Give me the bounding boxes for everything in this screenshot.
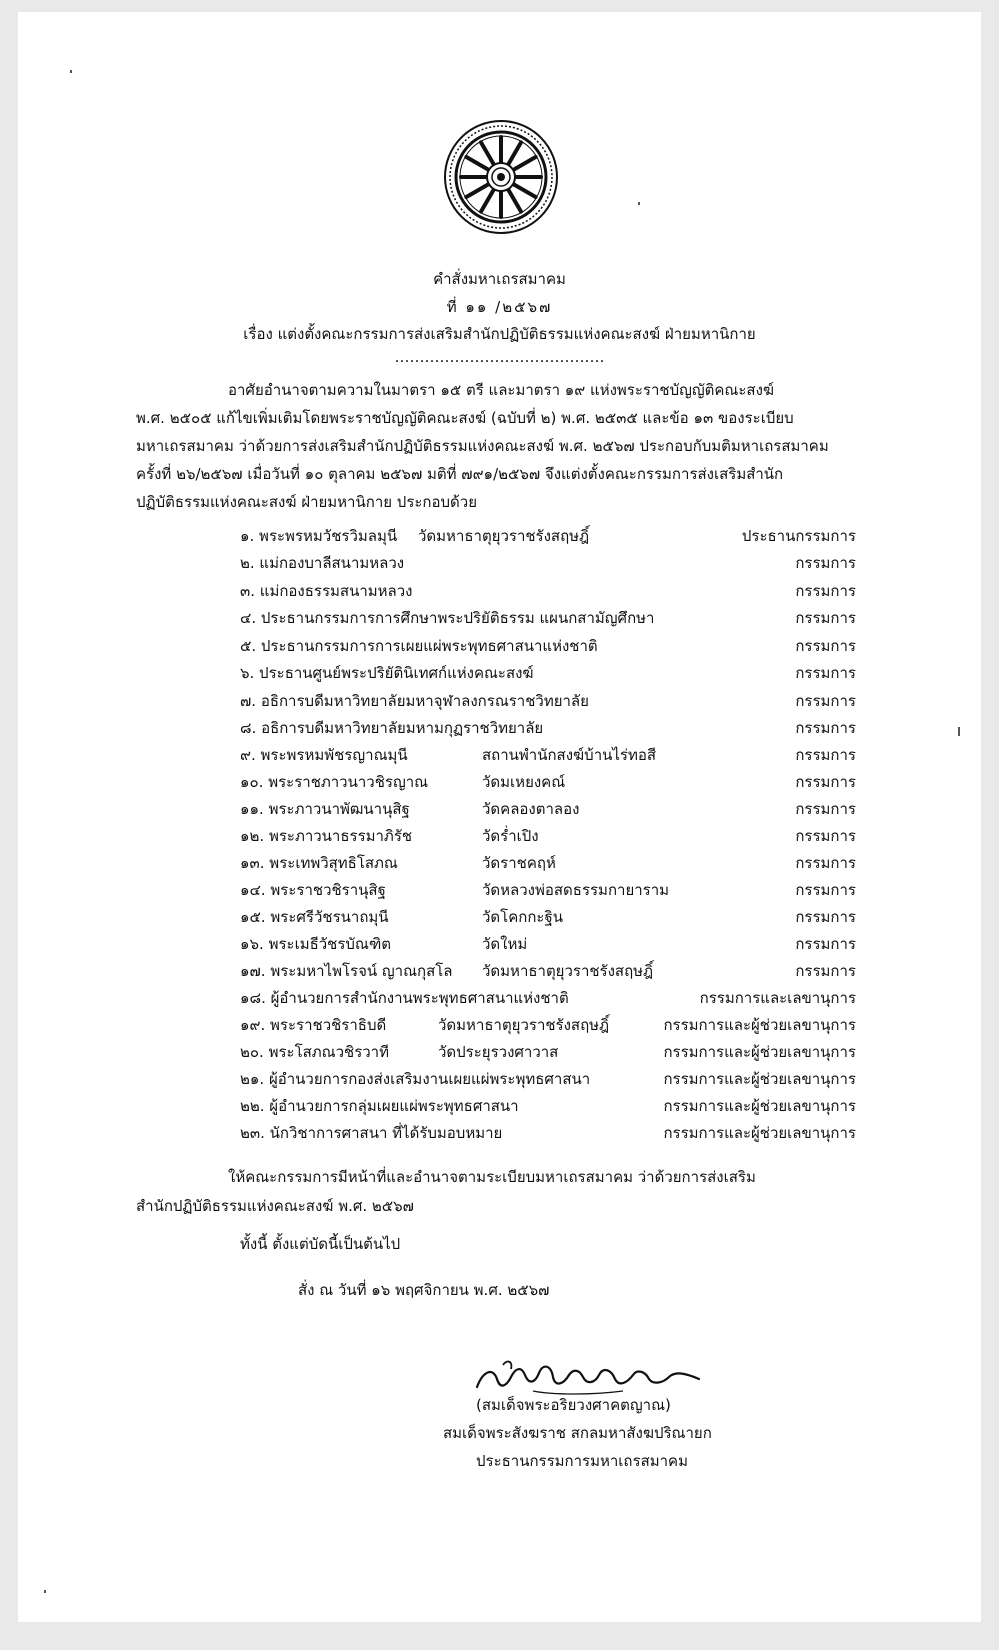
member-row: [18, 716, 981, 742]
closing-line-3: ทั้งนี้ ตั้งแต่บัดนี้เป็นต้นไป: [240, 1235, 401, 1253]
scan-speck: [958, 727, 960, 736]
member-role: กรรมการและผู้ช่วยเลขานุการ: [663, 1016, 856, 1034]
member-role: กรรมการ: [795, 935, 856, 953]
wheel-spoke: [509, 142, 522, 164]
member-role: กรรมการ: [795, 637, 856, 655]
wheel-spoke: [481, 190, 494, 212]
member-name: ๖. ประธานศูนย์พระปริยัตินิเทศก์แห่งคณะสงฆ์: [240, 664, 534, 682]
member-row: [18, 606, 981, 632]
member-name: ๓. แม่กองธรรมสนามหลวง: [240, 582, 413, 600]
member-row: [18, 743, 981, 769]
order-title: คำสั่งมหาเถรสมาคม: [433, 270, 566, 288]
member-name: ๘. อธิการบดีมหาวิทยาลัยมหามกุฏราชวิทยาลัย: [240, 719, 544, 737]
member-row: [18, 986, 981, 1012]
member-role: กรรมการ: [795, 800, 856, 818]
member-temple: วัดหลวงพ่อสดธรรมกายาราม: [482, 881, 670, 899]
signatory-name: (สมเด็จพระอริยวงศาคตญาณ): [476, 1396, 671, 1414]
member-row: [18, 932, 981, 958]
wheel-spoke: [481, 142, 494, 164]
order-subject: เรื่อง แต่งตั้งคณะกรรมการส่งเสริมสำนักปฏิบัติธรรมแห่งคณะสงฆ์ ฝ่ายมหานิกาย: [243, 325, 756, 343]
signatory-title: สมเด็จพระสังฆราช สกลมหาสังฆปริณายก: [443, 1424, 712, 1442]
member-name: ๑๒. พระภาวนาธรรมาภิรัช: [240, 827, 413, 845]
dharma-wheel-emblem: [443, 119, 559, 235]
member-temple: สถานพำนักสงฆ์บ้านไร่ทอสี: [482, 746, 657, 764]
wheel-spoke: [466, 185, 488, 198]
member-name: ๑๙. พระราชวชิราธิบดี: [240, 1016, 387, 1034]
member-role: กรรมการ: [795, 962, 856, 980]
member-role: กรรมการ: [795, 719, 856, 737]
member-role: กรรมการ: [795, 582, 856, 600]
document-page: [18, 12, 981, 1622]
wheel-spoke: [514, 185, 536, 198]
member-row: [18, 1094, 981, 1120]
member-role: กรรมการ: [795, 881, 856, 899]
member-role: กรรมการและผู้ช่วยเลขานุการ: [663, 1124, 856, 1142]
member-temple: วัดมหาธาตุยุวราชรังสฤษฎิ์: [438, 1016, 610, 1034]
member-role: กรรมการและผู้ช่วยเลขานุการ: [663, 1097, 856, 1115]
member-role: กรรมการและผู้ช่วยเลขานุการ: [663, 1043, 856, 1061]
member-temple: วัดโคกกะฐิน: [482, 908, 564, 926]
member-row: [18, 1067, 981, 1093]
member-role: กรรมการ: [795, 773, 856, 791]
member-name: ๑๑. พระภาวนาพัฒนานุสิฐ: [240, 800, 410, 818]
member-row: [18, 959, 981, 985]
member-role: กรรมการ: [795, 827, 856, 845]
member-name: ๗. อธิการบดีมหาวิทยาลัยมหาจุฬาลงกรณราชวิทยาลัย: [240, 692, 589, 710]
member-name: ๑๓. พระเทพวิสุทธิโสภณ: [240, 854, 398, 872]
member-row: [18, 905, 981, 931]
member-name: ๑๗. พระมหาไพโรจน์ ญาณกุสโล: [240, 962, 453, 980]
closing-line-1: ให้คณะกรรมการมีหน้าที่และอำนาจตามระเบียบมหาเถรสมาคม ว่าด้วยการส่งเสริม: [228, 1168, 756, 1186]
member-role: กรรมการ: [795, 692, 856, 710]
member-row: [18, 824, 981, 850]
wheel-spoke: [466, 157, 488, 170]
member-row: [18, 878, 981, 904]
preamble-line-2: พ.ศ. ๒๕๐๕ แก้ไขเพิ่มเติมโดยพระราชบัญญัติคณะสงฆ์ (ฉบับที่ ๒) พ.ศ. ๒๕๓๕ และข้อ ๑๓ ของระเบียบ: [136, 409, 794, 427]
member-role: ประธานกรรมการ: [741, 527, 856, 545]
member-temple: วัดมหาธาตุยุวราชรังสฤษฎิ์: [482, 962, 654, 980]
member-name: ๑๘. ผู้อำนวยการสำนักงานพระพุทธศาสนาแห่งชาติ: [240, 989, 569, 1007]
scan-speck: [638, 202, 640, 205]
preamble-line-1: อาศัยอำนาจตามความในมาตรา ๑๕ ตรี และมาตรา ๑๙ แห่งพระราชบัญญัติคณะสงฆ์: [228, 381, 775, 399]
member-name: ๑๐. พระราชภาวนาวชิรญาณ: [240, 773, 429, 791]
member-role: กรรมการ: [795, 854, 856, 872]
member-row: [18, 524, 981, 550]
member-row: [18, 851, 981, 877]
wheel-spoke: [514, 157, 536, 170]
order-number: ที่ ๑๑ /๒๕๖๗: [446, 298, 553, 316]
scan-speck: [70, 70, 72, 73]
member-name: ๒๓. นักวิชาการศาสนา ที่ได้รับมอบหมาย: [240, 1124, 503, 1142]
dotted-separator: ……………………………………: [394, 348, 605, 366]
member-name: ๑. พระพรหมวัชรวิมลมุนี: [240, 527, 398, 545]
member-row: [18, 1040, 981, 1066]
member-temple: วัดมหาธาตุยุวราชรังสฤษฎิ์: [418, 527, 590, 545]
member-role: กรรมการ: [795, 609, 856, 627]
member-row: [18, 770, 981, 796]
member-role: กรรมการ: [795, 908, 856, 926]
member-name: ๔. ประธานกรรมการการศึกษาพระปริยัติธรรม แผนกสามัญศึกษา: [240, 609, 655, 627]
member-row: [18, 1121, 981, 1147]
member-name: ๕. ประธานกรรมการการเผยแผ่พระพุทธศาสนาแห่งชาติ: [240, 637, 598, 655]
member-temple: วัดคลองตาลอง: [482, 800, 580, 818]
member-temple: วัดราชคฤห์: [482, 854, 556, 872]
preamble-line-5: ปฏิบัติธรรมแห่งคณะสงฆ์ ฝ่ายมหานิกาย ประกอบด้วย: [136, 493, 477, 511]
signatory-role: ประธานกรรมการมหาเถรสมาคม: [476, 1452, 688, 1470]
wheel-spoke: [509, 190, 522, 212]
member-name: ๒๐. พระโสภณวชิรวาที: [240, 1043, 389, 1061]
member-role: กรรมการและเลขานุการ: [699, 989, 856, 1007]
member-name: ๙. พระพรหมพัชรญาณมุนี: [240, 746, 408, 764]
member-name: ๑๔. พระราชวชิรานุสิฐ: [240, 881, 386, 899]
member-temple: วัดใหม่: [482, 935, 528, 953]
member-name: ๑๕. พระศรีวัชรนาถมุนี: [240, 908, 389, 926]
member-row: [18, 551, 981, 577]
member-name: ๒๒. ผู้อำนวยการกลุ่มเผยแผ่พระพุทธศาสนา: [240, 1097, 519, 1115]
member-temple: วัดประยุรวงศาวาส: [438, 1043, 559, 1061]
member-row: [18, 661, 981, 687]
order-date: สั่ง ณ วันที่ ๑๖ พฤศจิกายน พ.ศ. ๒๕๖๗: [298, 1281, 550, 1299]
member-row: [18, 579, 981, 605]
member-role: กรรมการ: [795, 664, 856, 682]
member-temple: วัดร่ำเปิง: [482, 827, 539, 845]
member-role: กรรมการ: [795, 554, 856, 572]
preamble-line-4: ครั้งที่ ๒๖/๒๕๖๗ เมื่อวันที่ ๑๐ ตุลาคม ๒๕๖๗ มติที่ ๗๙๑/๒๕๖๗ จึงแต่งตั้งคณะกรรมการส่งเสริมสำนัก: [136, 465, 784, 483]
member-temple: วัดมเหยงคณ์: [482, 773, 566, 791]
member-name: ๑๖. พระเมธีวัชรบัณฑิต: [240, 935, 392, 953]
member-name: ๒. แม่กองบาลีสนามหลวง: [240, 554, 405, 572]
member-row: [18, 797, 981, 823]
scan-speck: [44, 1590, 46, 1593]
member-row: [18, 1013, 981, 1039]
member-role: กรรมการ: [795, 746, 856, 764]
member-role: กรรมการและผู้ช่วยเลขานุการ: [663, 1070, 856, 1088]
closing-line-2: สำนักปฏิบัติธรรมแห่งคณะสงฆ์ พ.ศ. ๒๕๖๗: [136, 1197, 414, 1215]
member-row: [18, 689, 981, 715]
preamble-line-3: มหาเถรสมาคม ว่าด้วยการส่งเสริมสำนักปฏิบัติธรรมแห่งคณะสงฆ์ พ.ศ. ๒๕๖๗ ประกอบกับมติมหาเถรสมาคม: [136, 437, 829, 455]
member-name: ๒๑. ผู้อำนวยการกองส่งเสริมงานเผยแผ่พระพุทธศาสนา: [240, 1070, 591, 1088]
member-row: [18, 634, 981, 660]
